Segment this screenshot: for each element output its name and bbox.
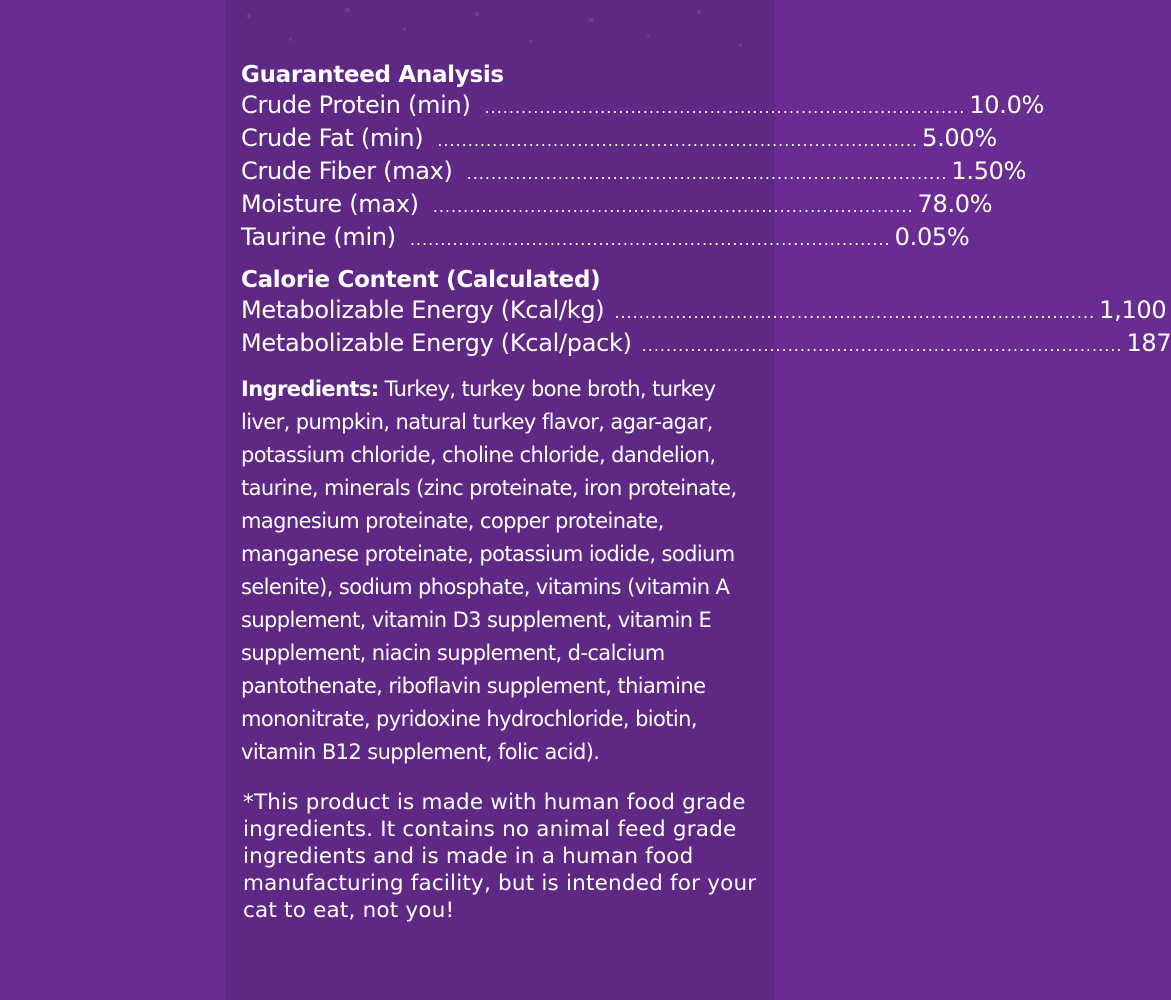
analysis-row (241, 90, 1045, 123)
speck (289, 38, 292, 41)
speck (589, 18, 594, 22)
dot-leader: ............................................................................... (432, 197, 914, 216)
ingredients-text: Turkey, turkey bone broth, turkey liver, pumpkin, natural turkey flavor, agar-agar, potassium chloride, choline chloride, dandelion, taurine, minerals (zinc proteinate, iron proteinate, magnesium proteinate, copper proteinate, manganese proteinate, potassium iodide, sodium selenite), sodium phosphate, vitamins (vitamin A supplement, vitamin D3 supplement, vitamin E supplement, niacin supplement, d-calcium pantothenate, riboflavin supplement, thiamine mononitrate, pyridoxine hydrochloride, biotin, vitamin B12 supplement, folic acid). (241, 377, 737, 764)
guaranteed-analysis-title: Guaranteed Analysis (241, 62, 504, 88)
speck (247, 14, 251, 18)
calorie-content-title: Calorie Content (Calculated) (241, 267, 601, 293)
ingredients-paragraph (241, 373, 761, 769)
speck (529, 40, 532, 43)
analysis-label: Moisture (max) (241, 190, 419, 218)
dot-leader: ............................................................................... (484, 98, 966, 117)
analysis-row (241, 189, 993, 222)
dot-leader: ............................................................................... (614, 303, 1096, 322)
spacer (241, 255, 761, 265)
analysis-value: 0.05% (894, 223, 970, 251)
speck (647, 34, 650, 37)
speck (403, 28, 406, 31)
dot-leader: ............................................................................... (466, 164, 948, 183)
speck (475, 12, 479, 16)
label-panel (226, 0, 1171, 1000)
analysis-label: Crude Fiber (max) (241, 157, 453, 185)
calorie-label: Metabolizable Energy (Kcal/kg) (241, 296, 605, 324)
label-content (241, 60, 1171, 924)
human-grade-footnote: *This product is made with human food grade ingredients. It contains no animal feed grade ingredients and is made in a human food manufacturing facility, but is intended for your cat to eat, not you! (243, 790, 757, 923)
ingredients-label: Ingredients: (241, 377, 379, 401)
speck (697, 10, 701, 14)
calorie-row (241, 295, 1167, 328)
background-left (0, 0, 226, 1000)
calorie-row (241, 328, 1171, 361)
analysis-label: Crude Protein (min) (241, 91, 471, 119)
analysis-value: 5.00% (922, 124, 997, 152)
dot-leader: ............................................................................... (641, 336, 1123, 355)
analysis-row (241, 222, 970, 255)
calorie-label: Metabolizable Energy (Kcal/pack) (241, 329, 632, 357)
calorie-value: 187 (1126, 329, 1171, 357)
analysis-value: 1.50% (951, 157, 1027, 185)
analysis-label: Taurine (min) (241, 223, 396, 251)
analysis-label: Crude Fat (min) (241, 124, 424, 152)
dot-leader: ............................................................................... (437, 131, 919, 150)
speck (739, 44, 742, 47)
analysis-value: 10.0% (969, 91, 1045, 119)
analysis-row (241, 123, 997, 156)
analysis-row (241, 156, 1027, 189)
analysis-value: 78.0% (917, 190, 993, 218)
calorie-value: 1,100 (1099, 296, 1167, 324)
speck (345, 8, 350, 12)
dot-leader: ............................................................................... (409, 230, 891, 249)
